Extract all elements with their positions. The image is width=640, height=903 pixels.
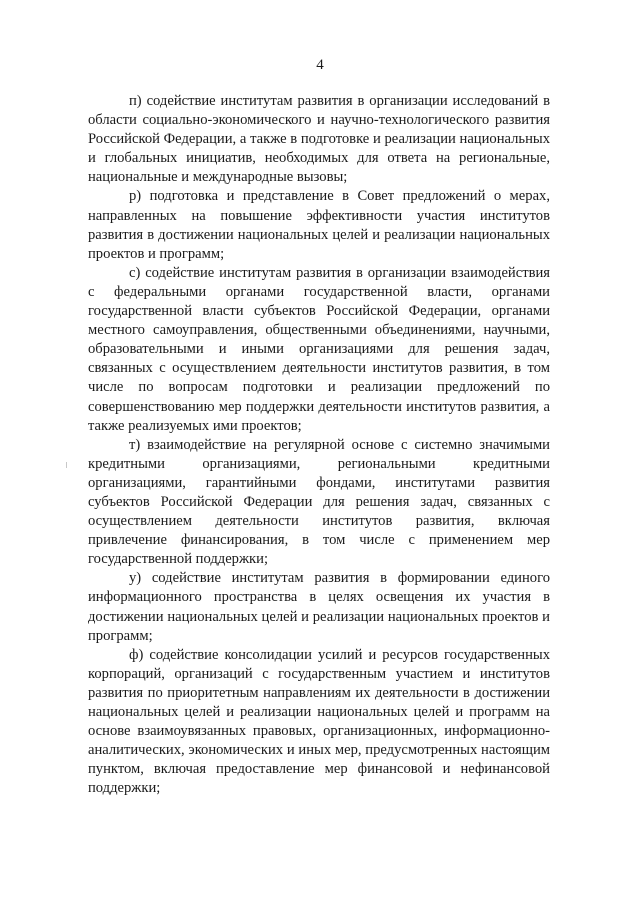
paragraph-r: р) подготовка и представление в Совет предложений о мерах, направленных на повышение эффективности участия институтов развития в достижении национальных целей и реализации национальных проектов и программ; bbox=[88, 188, 550, 262]
paragraph-t: т) взаимодействие на регулярной основе с системно значимыми кредитными организациями, региональными кредитными организациями, гарантийными фондами, институтами развития субъектов Российской Федерации для решения задач, связанных с осуществлением деятельности институтов развития, включая привлечение финансирования, в том числе с применением мер государственной поддержки; bbox=[88, 436, 550, 568]
paragraph-s: с) содействие институтам развития в организации взаимодействия с федеральными органами государственной власти, органами государственной власти субъектов Российской Федерации, органами местного самоуправления, общественными объединениями, научными, образовательными и иными организациями для решения задач, связанных с осуществлением деятельности институтов развития, в том числе по вопросам подготовки и реализации предложений по совершенствованию мер поддержки деятельности институтов развития, а также реализуемых ими проектов; bbox=[88, 264, 550, 434]
paragraph-u: у) содействие институтам развития в формировании единого информационного пространства в целях освещения их участия в достижении национальных целей и реализации национальных проектов и программ; bbox=[88, 570, 550, 644]
paragraph-p: п) содействие институтам развития в организации исследований в области социально-экономического и научно-технологического развития Российской Федерации, а также в подготовке и реализации национальных и глобальных инициатив, необходимых для ответа на региональные, национальные и международные вызовы; bbox=[88, 93, 550, 186]
document-body bbox=[88, 92, 550, 798]
page-number: 4 bbox=[316, 57, 324, 73]
margin-mark bbox=[66, 462, 67, 468]
paragraph-f: ф) содействие консолидации усилий и ресурсов государственных корпораций, организаций с государственным участием и институтов развития по приоритетным направлениям их деятельности в достижении национальных целей и реализации национальных целей и программ на основе взаимоувязанных правовых, организационных, информационно-аналитических, экономических и иных мер, предусмотренных настоящим пунктом, включая предоставление мер финансовой и нефинансовой поддержки; bbox=[88, 646, 550, 797]
